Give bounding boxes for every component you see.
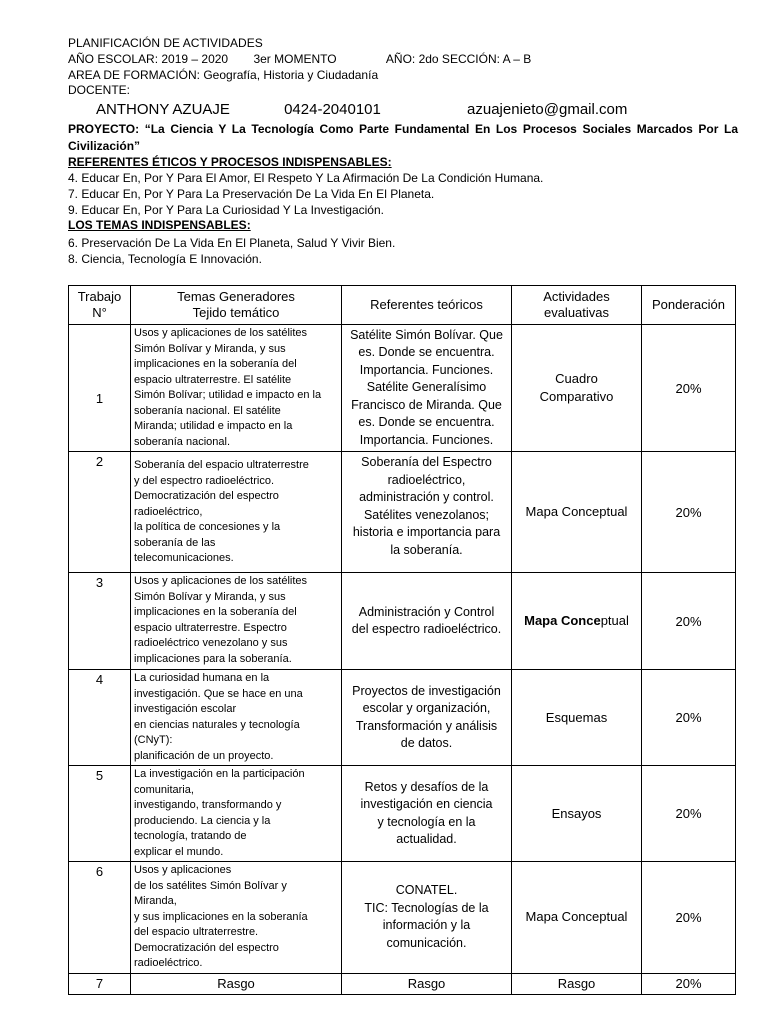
header-trabajo: Trabajo N°: [69, 286, 131, 325]
table-header-row: [69, 286, 736, 325]
email: azuajenieto@gmail.com: [467, 101, 628, 119]
moment: 3er MOMENTO: [253, 51, 337, 66]
row-ponderacion: 20%: [642, 573, 736, 670]
row-actividad: Esquemas: [512, 670, 642, 766]
row-number: 4: [69, 670, 131, 766]
table-row: [69, 862, 736, 974]
row-referentes: Administración y Control del espectro radioeléctrico.: [342, 573, 512, 670]
topics-item: 6. Preservación De La Vida En El Planeta, Salud Y Vivir Bien.: [68, 236, 396, 251]
row-actividad: Cuadro Comparativo: [512, 325, 642, 452]
row-tema: Rasgo: [131, 973, 342, 994]
row-ponderacion: 20%: [642, 766, 736, 862]
ethics-item: 7. Educar En, Por Y Para La Preservación De La Vida En El Planeta.: [68, 186, 435, 201]
row-referentes: Soberanía del Espectro radioeléctrico, administración y control. Satélites venezolanos; historia e importancia para la soberanía.: [342, 452, 512, 573]
row-referentes: Satélite Simón Bolívar. Que es. Donde se encuentra. Importancia. Funciones. Satélite Generalísimo Francisco de Miranda. Que es. Donde se encuentra. Importancia. Funciones.: [342, 325, 512, 452]
row-ponderacion: 20%: [642, 670, 736, 766]
row-ponderacion: 20%: [642, 325, 736, 452]
document-page: [68, 36, 738, 268]
ethics-item: 9. Educar En, Por Y Para La Curiosidad Y La Investigación.: [68, 202, 384, 217]
table-row: [69, 766, 736, 862]
row-number: 1: [69, 325, 131, 452]
table-row: [69, 973, 736, 994]
row-actividad: Mapa Conceptual: [512, 862, 642, 974]
row-number: 5: [69, 766, 131, 862]
header-referentes: Referentes teóricos: [342, 286, 512, 325]
topics-heading: LOS TEMAS INDISPENSABLES:: [68, 218, 251, 233]
doc-title: PLANIFICACIÓN DE ACTIVIDADES: [68, 36, 263, 50]
table-row: [69, 573, 736, 670]
row-tema: La investigación en la participación comunitaria, investigando, transformando y produciendo. La ciencia y la tecnología, tratando de explicar el mundo.: [131, 766, 342, 862]
row-number: 7: [69, 973, 131, 994]
header-temas: Temas Generadores Tejido temático: [131, 286, 342, 325]
row-ponderacion: 20%: [642, 452, 736, 573]
row-actividad: Mapa Conceptual: [512, 452, 642, 573]
row-actividad: Rasgo: [512, 973, 642, 994]
row-referentes: Rasgo: [342, 973, 512, 994]
row-tema: Usos y aplicaciones de los satélites Simón Bolívar y Miranda, y sus implicaciones en la soberanía del espacio ultraterrestre. Espectro radioeléctrico venezolano y sus implicaciones para la soberanía.: [131, 573, 342, 670]
table-row: [69, 670, 736, 766]
phone: 0424-2040101: [284, 101, 381, 119]
row-referentes: Proyectos de investigación escolar y organización, Transformación y análisis de datos.: [342, 670, 512, 766]
area: AREA DE FORMACIÓN: Geografía, Historia y Ciudadanía: [68, 67, 379, 82]
topics-item: 8. Ciencia, Tecnología E Innovación.: [68, 251, 262, 266]
grade-section: AÑO: 2do SECCIÓN: A – B: [385, 51, 532, 66]
row-tema: La curiosidad humana en la investigación. Que se hace en una investigación escolar en ciencias naturales y tecnología (CNyT): planificación de un proyecto.: [131, 670, 342, 766]
docente-label: DOCENTE:: [68, 83, 131, 98]
header-ponderacion: Ponderación: [642, 286, 736, 325]
row-number: 3: [69, 573, 131, 670]
row-number: 2: [69, 452, 131, 573]
row-ponderacion: 20%: [642, 862, 736, 974]
row-ponderacion: 20%: [642, 973, 736, 994]
row-actividad: Mapa Conceptual: [512, 573, 642, 670]
school-year: AÑO ESCOLAR: 2019 – 2020: [68, 51, 229, 66]
header-actividades: Actividades evaluativas: [512, 286, 642, 325]
contact-row: [68, 100, 738, 120]
row-actividad: Ensayos: [512, 766, 642, 862]
row-number: 6: [69, 862, 131, 974]
meta-row: [68, 52, 738, 68]
project: PROYECTO: “La Ciencia Y La Tecnología Como Parte Fundamental En Los Procesos Sociales Marcados Por La Civilización”: [68, 122, 738, 153]
teacher-name: ANTHONY AZUAJE: [96, 101, 230, 119]
table-row: [69, 325, 736, 452]
row-tema: Usos y aplicaciones de los satélites Simón Bolívar y Miranda, y sus implicaciones en la soberanía del espacio ultraterrestre. Democratización del espectro radioeléctrico.: [131, 862, 342, 974]
row-tema: Usos y aplicaciones de los satélites Simón Bolívar y Miranda, y sus implicaciones en la soberanía del espacio ultraterrestre. El satélite Simón Bolívar; utilidad e impacto en la soberanía nacional. El satélite Miranda; utilidad e impacto en la soberanía nacional.: [131, 325, 342, 452]
activities-table: [68, 285, 736, 995]
ethics-item: 4. Educar En, Por Y Para El Amor, El Respeto Y La Afirmación De La Condición Humana.: [68, 170, 544, 185]
row-referentes: Retos y desafíos de la investigación en ciencia y tecnología en la actualidad.: [342, 766, 512, 862]
table-row: [69, 452, 736, 573]
ethics-heading: REFERENTES ÉTICOS Y PROCESOS INDISPENSABLES:: [68, 155, 392, 170]
row-referentes: CONATEL. TIC: Tecnologías de la información y la comunicación.: [342, 862, 512, 974]
row-tema: Soberanía del espacio ultraterrestre y del espectro radioeléctrico. Democratización del espectro radioeléctrico, la política de concesiones y la soberanía de las telecomunicaciones.: [131, 452, 342, 573]
